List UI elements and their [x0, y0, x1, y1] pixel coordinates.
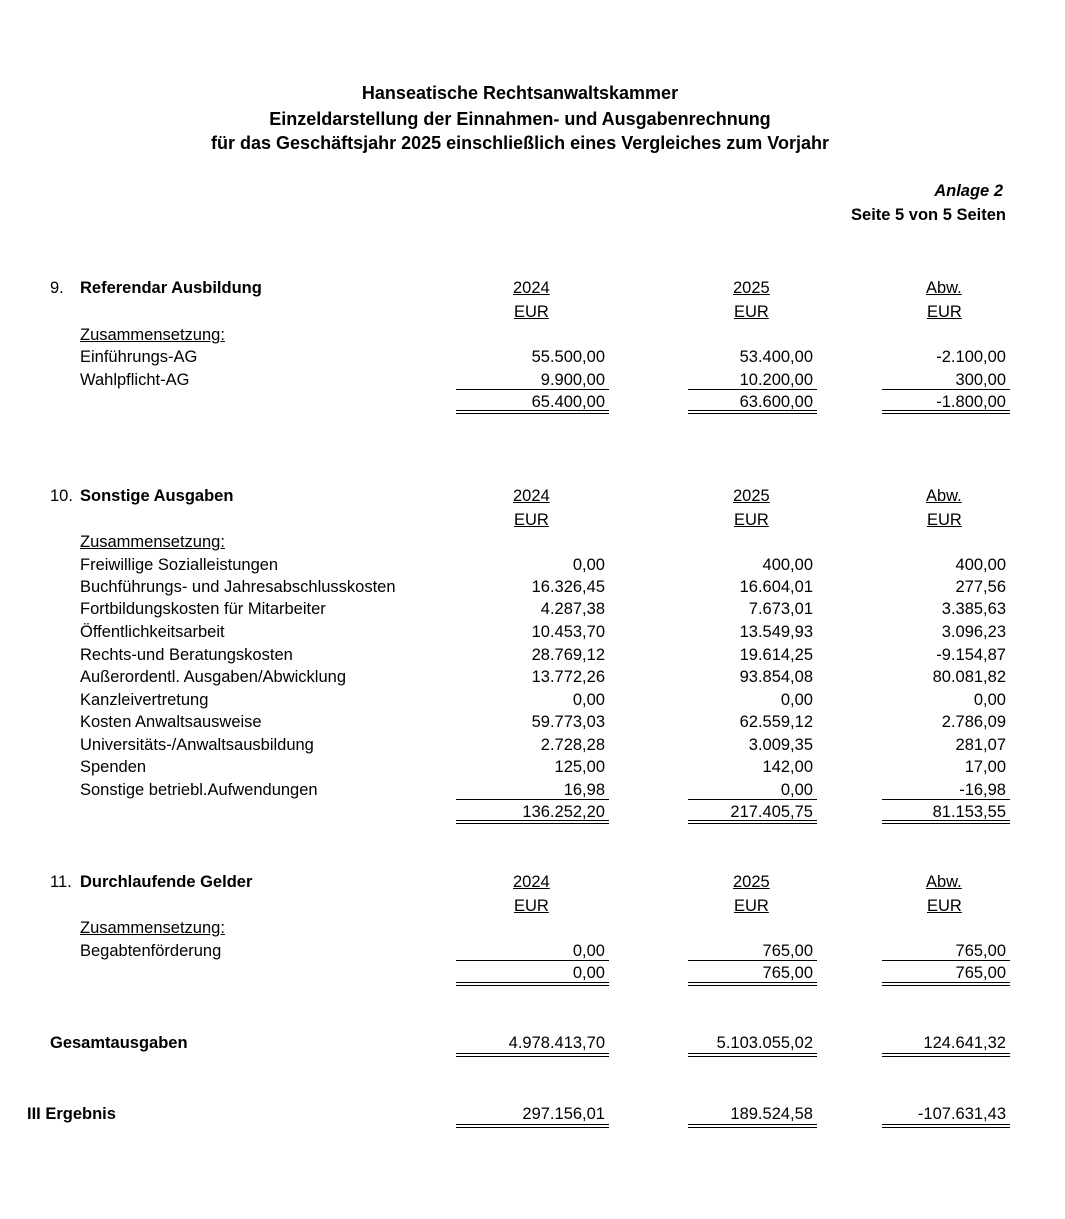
total-double-rule [456, 820, 609, 824]
value-2024: 10.453,70 [531, 623, 605, 641]
value-deviation: 300,00 [955, 371, 1006, 389]
unit-label: EUR [927, 897, 962, 915]
value-2024: 59.773,03 [531, 713, 605, 731]
row-label: Kanzleivertretung [80, 691, 209, 709]
subtotal-rule [882, 799, 1010, 800]
section-number: 9. [50, 279, 64, 297]
row-label: Buchführungs- und Jahresabschlusskosten [80, 578, 396, 596]
section-number: 11. [50, 873, 72, 891]
column-header-2025: 2025 [733, 487, 770, 505]
unit-label: EUR [927, 303, 962, 321]
total-deviation: 81.153,55 [932, 803, 1006, 821]
document-title: Hanseatische Rechtsanwaltskammer [361, 83, 679, 103]
value-2024: 9.900,00 [540, 371, 605, 389]
value-2024: 0,00 [572, 691, 605, 709]
annex-label: Anlage 2 [934, 182, 1003, 200]
row-label: Rechts-und Beratungskosten [80, 646, 293, 664]
value-2024: 16,98 [563, 781, 605, 799]
section-number: 10. [50, 487, 73, 505]
value-2025: 3.009,35 [748, 736, 813, 754]
value-deviation: 765,00 [955, 942, 1006, 960]
unit-label: EUR [514, 303, 549, 321]
column-header-2024: 2024 [513, 873, 550, 891]
total-double-rule [882, 1124, 1010, 1128]
column-header-2024: 2024 [513, 487, 550, 505]
total-double-rule [688, 410, 817, 414]
value-2025: 93.854,08 [739, 668, 813, 686]
subtotal-rule [688, 960, 817, 961]
page-indicator: Seite 5 von 5 Seiten [851, 206, 1006, 224]
total-double-rule [456, 982, 609, 986]
row-label: Spenden [80, 758, 147, 776]
value-2025: 0,00 [780, 781, 813, 799]
value-2025: 765,00 [762, 942, 813, 960]
document-period: für das Geschäftsjahr 2025 einschließlich eines Vergleiches zum Vorjahr [211, 133, 829, 153]
column-header-2025: 2025 [733, 279, 770, 297]
value-2025: 19.614,25 [739, 646, 813, 664]
total-2024: 136.252,20 [522, 803, 605, 821]
row-label: Fortbildungskosten für Mitarbeiter [80, 600, 326, 618]
total-double-rule [882, 1053, 1010, 1057]
column-header-deviation: Abw. [926, 487, 962, 505]
grand-total-deviation: 124.641,32 [923, 1034, 1006, 1052]
row-label: Freiwillige Sozialleistungen [80, 556, 279, 574]
row-label: Einführungs-AG [80, 348, 198, 366]
value-deviation: 3.385,63 [941, 600, 1006, 618]
total-2024: 65.400,00 [531, 393, 605, 411]
subtotal-rule [456, 799, 609, 800]
value-deviation: 277,56 [955, 578, 1006, 596]
subtotal-rule [688, 799, 817, 800]
value-2025: 142,00 [762, 758, 813, 776]
value-2025: 16.604,01 [739, 578, 813, 596]
section-title: Referendar Ausbildung [80, 279, 262, 297]
value-2025: 53.400,00 [739, 348, 813, 366]
total-2025: 63.600,00 [739, 393, 813, 411]
total-double-rule [882, 410, 1010, 414]
row-label: Begabtenförderung [80, 942, 222, 960]
subtotal-rule [688, 389, 817, 390]
row-label: Sonstige betriebl.Aufwendungen [80, 781, 318, 799]
value-deviation: 400,00 [955, 556, 1006, 574]
composition-label: Zusammensetzung: [80, 326, 225, 344]
value-2025: 7.673,01 [748, 600, 813, 618]
total-double-rule [882, 982, 1010, 986]
total-double-rule [688, 1053, 817, 1057]
value-2024: 55.500,00 [531, 348, 605, 366]
document-subtitle: Einzeldarstellung der Einnahmen- und Ausgabenrechnung [269, 109, 771, 129]
value-2024: 4.287,38 [540, 600, 605, 618]
total-double-rule [882, 820, 1010, 824]
value-deviation: 80.081,82 [932, 668, 1006, 686]
unit-label: EUR [514, 511, 549, 529]
value-2024: 125,00 [554, 758, 605, 776]
value-2024: 0,00 [572, 942, 605, 960]
value-deviation: -2.100,00 [936, 348, 1006, 366]
column-header-deviation: Abw. [926, 279, 962, 297]
total-double-rule [688, 982, 817, 986]
subtotal-rule [456, 389, 609, 390]
value-deviation: 2.786,09 [941, 713, 1006, 731]
total-double-rule [456, 1124, 609, 1128]
row-label: Wahlpflicht-AG [80, 371, 190, 389]
result-deviation: -107.631,43 [917, 1105, 1006, 1123]
value-2025: 62.559,12 [739, 713, 813, 731]
subtotal-rule [882, 960, 1010, 961]
value-deviation: 0,00 [973, 691, 1006, 709]
subtotal-rule [882, 389, 1010, 390]
result-2024: 297.156,01 [522, 1105, 605, 1123]
subtotal-rule [456, 960, 609, 961]
total-double-rule [688, 820, 817, 824]
column-header-2024: 2024 [513, 279, 550, 297]
value-2024: 2.728,28 [540, 736, 605, 754]
column-header-2025: 2025 [733, 873, 770, 891]
value-2024: 16.326,45 [531, 578, 605, 596]
value-deviation: -9.154,87 [936, 646, 1006, 664]
total-2025: 765,00 [762, 964, 813, 982]
unit-label: EUR [927, 511, 962, 529]
value-2025: 13.549,93 [739, 623, 813, 641]
value-2025: 400,00 [762, 556, 813, 574]
result-label: III Ergebnis [27, 1105, 116, 1123]
unit-label: EUR [514, 897, 549, 915]
value-deviation: 281,07 [955, 736, 1006, 754]
row-label: Öffentlichkeitsarbeit [80, 623, 225, 641]
total-double-rule [456, 1053, 609, 1057]
composition-label: Zusammensetzung: [80, 533, 225, 551]
total-deviation: -1.800,00 [936, 393, 1006, 411]
total-deviation: 765,00 [955, 964, 1006, 982]
section-title: Durchlaufende Gelder [80, 873, 253, 891]
row-label: Kosten Anwaltsausweise [80, 713, 262, 731]
value-2025: 0,00 [780, 691, 813, 709]
grand-total-label: Gesamtausgaben [50, 1034, 188, 1052]
row-label: Universitäts-/Anwaltsausbildung [80, 736, 314, 754]
unit-label: EUR [734, 897, 769, 915]
value-2024: 28.769,12 [531, 646, 605, 664]
value-2024: 13.772,26 [531, 668, 605, 686]
section-title: Sonstige Ausgaben [80, 487, 234, 505]
composition-label: Zusammensetzung: [80, 919, 225, 937]
value-deviation: 3.096,23 [941, 623, 1006, 641]
total-2024: 0,00 [572, 964, 605, 982]
unit-label: EUR [734, 511, 769, 529]
value-deviation: 17,00 [964, 758, 1006, 776]
grand-total-2024: 4.978.413,70 [508, 1034, 605, 1052]
row-label: Außerordentl. Ausgaben/Abwicklung [80, 668, 346, 686]
grand-total-2025: 5.103.055,02 [716, 1034, 813, 1052]
value-2025: 10.200,00 [739, 371, 813, 389]
total-double-rule [456, 410, 609, 414]
column-header-deviation: Abw. [926, 873, 962, 891]
total-2025: 217.405,75 [730, 803, 813, 821]
value-2024: 0,00 [572, 556, 605, 574]
total-double-rule [688, 1124, 817, 1128]
unit-label: EUR [734, 303, 769, 321]
value-deviation: -16,98 [959, 781, 1006, 799]
result-2025: 189.524,58 [730, 1105, 813, 1123]
